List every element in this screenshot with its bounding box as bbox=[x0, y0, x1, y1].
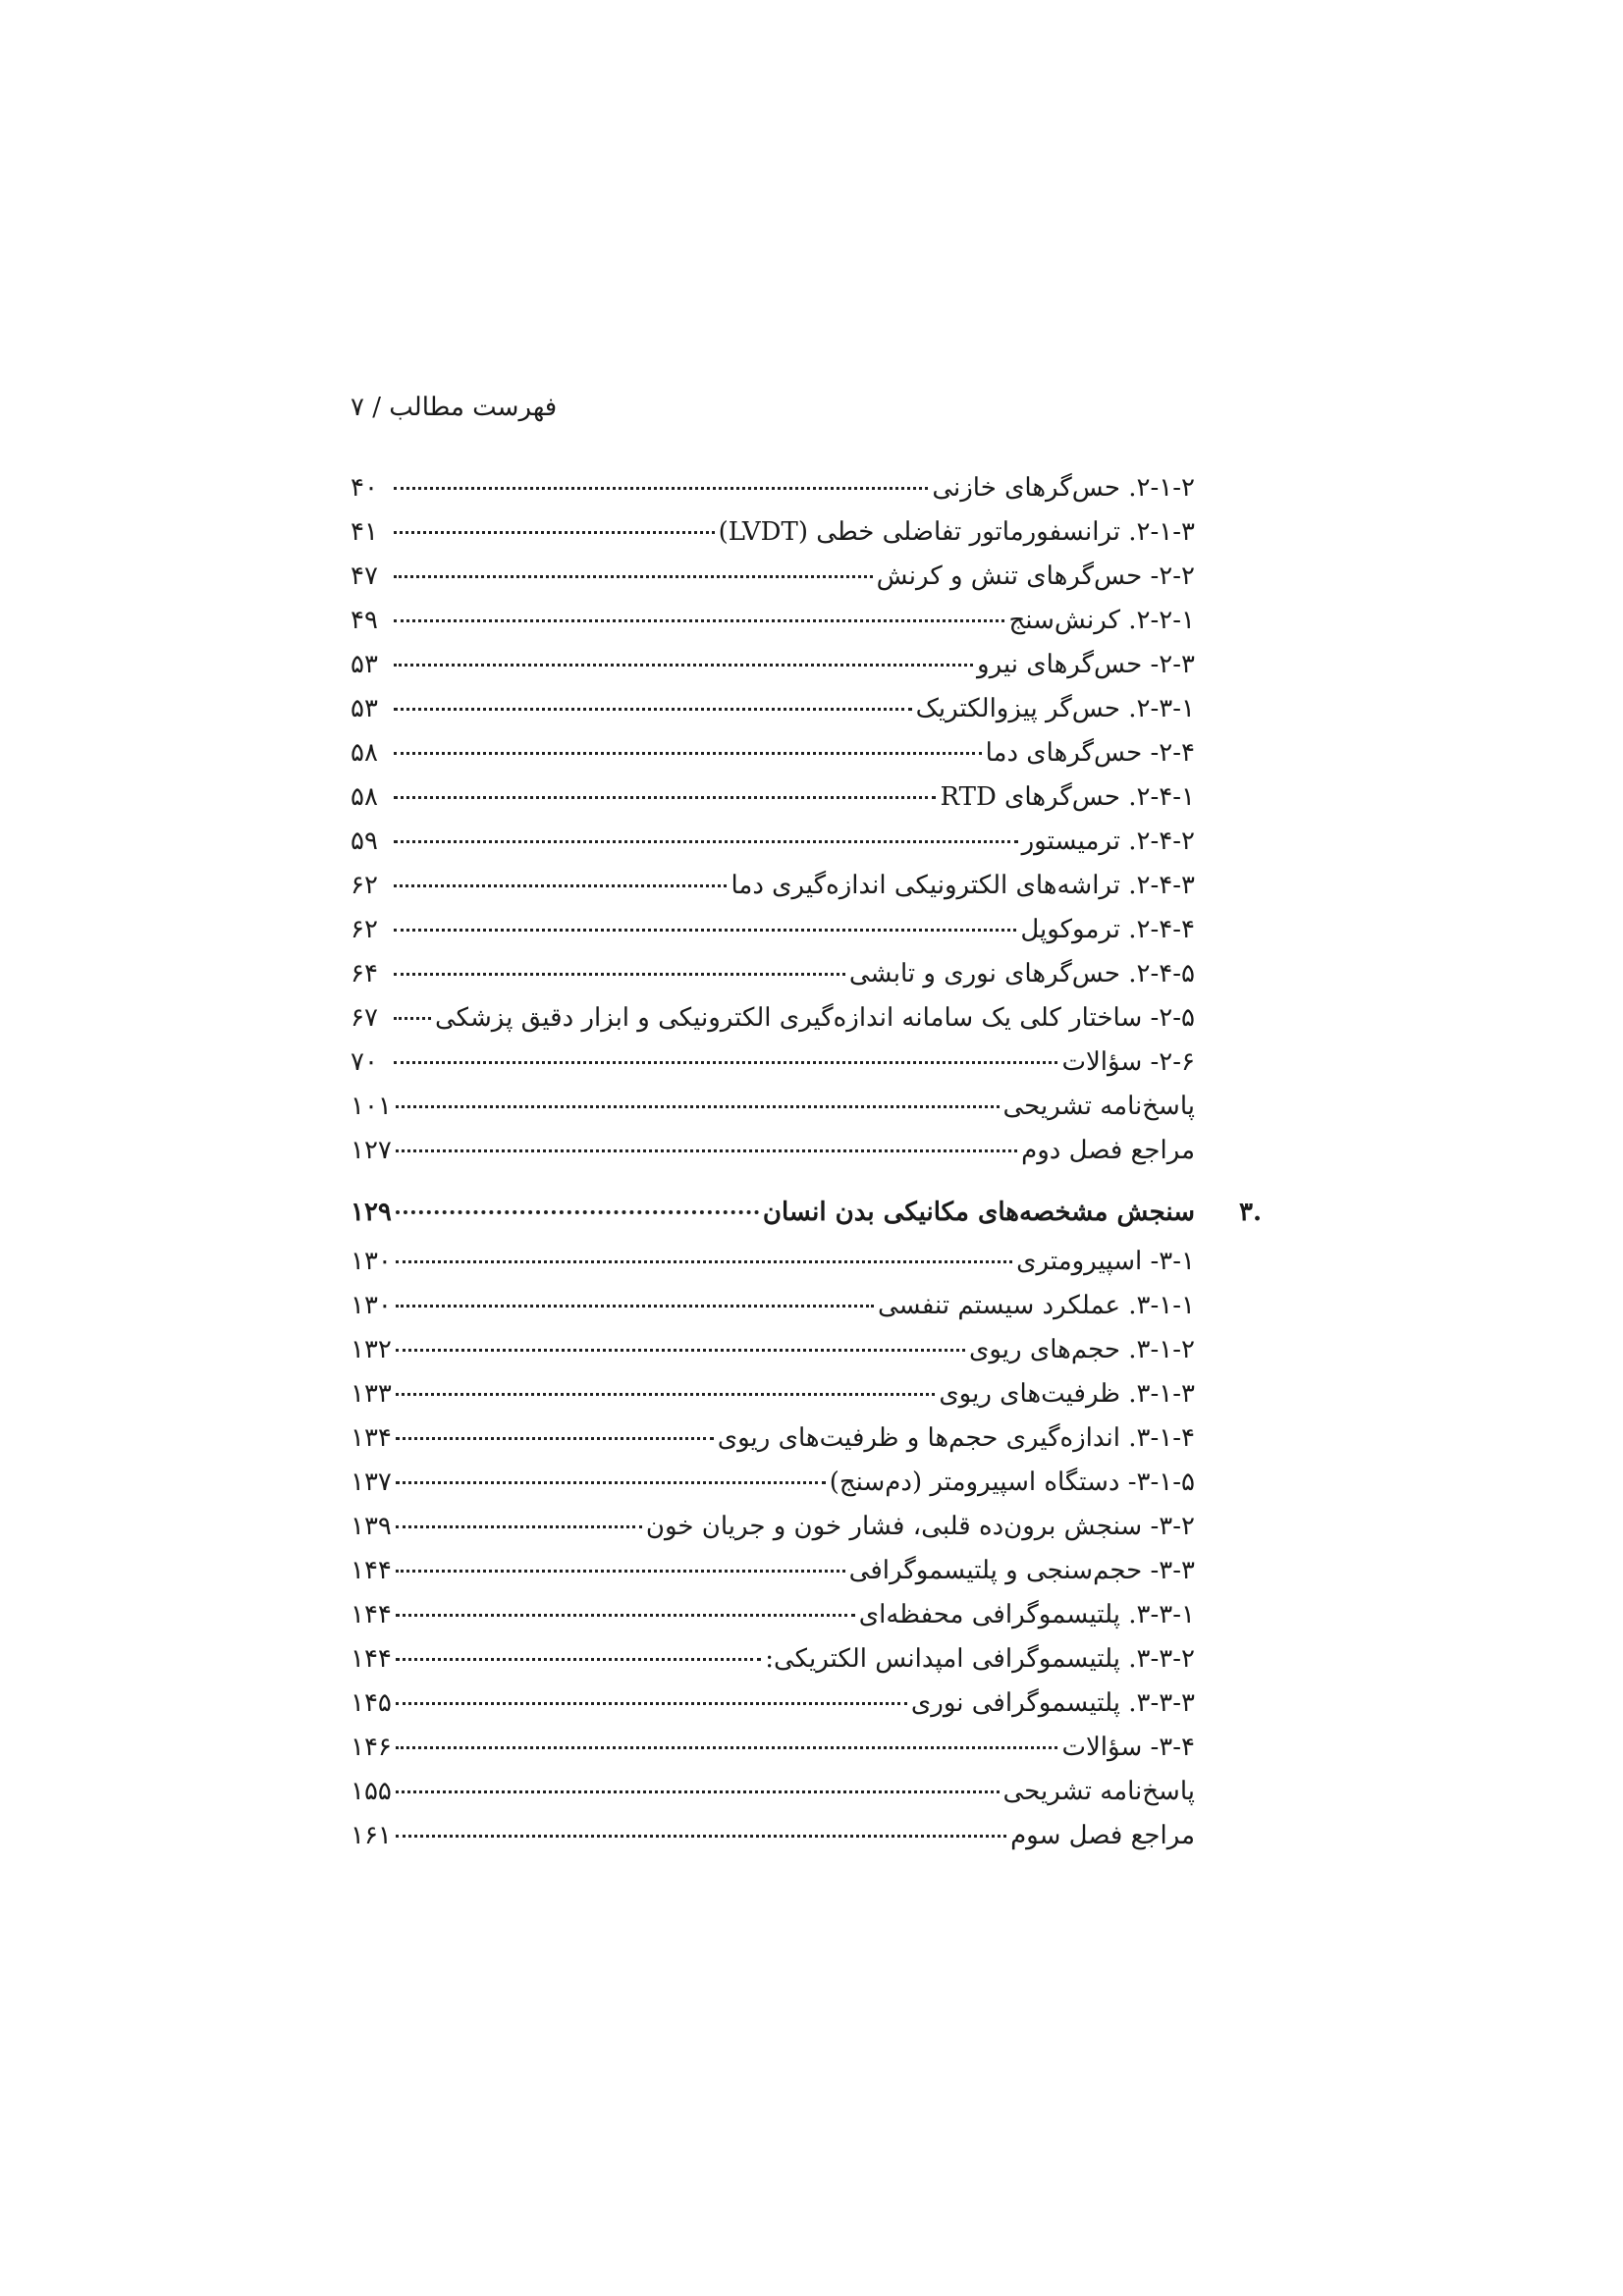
entry-title: ۲-۳-۱. حس‌گر پیزوالکتریک bbox=[915, 694, 1195, 723]
entry-title: ۳-۳-۱. پلتیسموگرافی محفظه‌ای bbox=[858, 1600, 1195, 1629]
entry-title: ۲-۲-۱. کرنش‌سنج bbox=[1008, 606, 1195, 635]
entry-title: مراجع فصل دوم bbox=[1021, 1136, 1195, 1165]
running-header: فهرست مطالب / ۷ bbox=[351, 393, 558, 422]
toc-entry bbox=[351, 650, 1195, 694]
toc-entry bbox=[351, 561, 1195, 606]
toc-entry bbox=[351, 1733, 1195, 1777]
page-number: ۴۱ bbox=[351, 517, 378, 547]
toc-entry bbox=[351, 915, 1195, 959]
dot-leader bbox=[396, 1149, 1017, 1152]
page-number: ۵۹ bbox=[351, 827, 378, 856]
toc-entry bbox=[351, 1644, 1195, 1688]
entry-title: ۳-۴- سؤالات bbox=[1061, 1733, 1195, 1762]
entry-title: ۲-۶- سؤالات bbox=[1061, 1047, 1195, 1077]
toc-entry bbox=[351, 1291, 1195, 1335]
dot-leader bbox=[394, 575, 873, 578]
entry-title: ۳-۱- اسپیرومتری bbox=[1016, 1247, 1195, 1276]
entry-title: ۳-۳-۳. پلتیسموگرافی نوری bbox=[910, 1688, 1195, 1718]
toc-entry bbox=[351, 517, 1195, 561]
dot-leader bbox=[394, 487, 928, 490]
dot-leader bbox=[394, 973, 845, 976]
entry-title: مراجع فصل سوم bbox=[1010, 1821, 1195, 1850]
dot-leader bbox=[396, 1260, 1012, 1263]
toc-entry bbox=[351, 959, 1195, 1003]
page-number: ۱۴۵ bbox=[351, 1688, 392, 1718]
entry-title: پاسخ‌نامه تشریحی bbox=[1002, 1777, 1195, 1806]
page-number: ۱۳۷ bbox=[351, 1468, 392, 1497]
toc-entry bbox=[351, 473, 1195, 517]
entry-title: ۳-۱-۳. ظرفیت‌های ریوی bbox=[939, 1379, 1195, 1409]
dot-leader bbox=[396, 1105, 1000, 1108]
dot-leader bbox=[394, 1017, 431, 1020]
entry-title: ۳-۱-۲. حجم‌های ریوی bbox=[969, 1335, 1195, 1364]
page-number: ۱۴۴ bbox=[351, 1644, 392, 1674]
page-number: ۱۳۹ bbox=[351, 1512, 392, 1541]
toc-entry bbox=[351, 1556, 1195, 1600]
dot-leader bbox=[394, 840, 1018, 843]
entry-title: ۲-۲- حس‌گرهای تنش و کرنش bbox=[876, 561, 1195, 591]
entry-title: ۳-۱-۵- دستگاه اسپیرومتر (دم‌سنج) bbox=[829, 1468, 1195, 1497]
entry-title: ۲-۴-۳. تراشه‌های الکترونیکی اندازه‌گیری دما bbox=[730, 871, 1195, 900]
toc-entry bbox=[351, 694, 1195, 738]
chapter-title: سنجش مشخصه‌های مکانیکی بدن انسان bbox=[762, 1198, 1195, 1227]
toc-entry bbox=[351, 871, 1195, 915]
page-number: ۱۴۴ bbox=[351, 1600, 392, 1629]
page-number: ۱۶۱ bbox=[351, 1821, 392, 1850]
toc-entry bbox=[351, 1136, 1195, 1180]
dot-leader bbox=[396, 1481, 826, 1484]
dot-leader bbox=[396, 1437, 714, 1440]
page-number: ۱۲۷ bbox=[351, 1136, 392, 1165]
page-number: ۱۲۹ bbox=[351, 1198, 392, 1227]
dot-leader bbox=[394, 929, 1016, 932]
dot-leader bbox=[396, 1570, 845, 1573]
toc-entry bbox=[351, 1047, 1195, 1092]
entry-title: ۲-۴-۲. ترمیستور bbox=[1021, 827, 1195, 856]
dot-leader bbox=[396, 1210, 759, 1214]
toc-entry bbox=[351, 1247, 1195, 1291]
dot-leader bbox=[396, 1790, 1000, 1793]
entry-title: ۳-۳-۲. پلتیسموگرافی امپدانس الکتریکی: bbox=[765, 1644, 1195, 1674]
toc-entry bbox=[351, 1600, 1195, 1644]
dot-leader bbox=[394, 619, 1004, 622]
page-number: ۱۳۴ bbox=[351, 1423, 392, 1453]
entry-title: ۳-۳- حجم‌سنجی و پلتیسموگرافی bbox=[848, 1556, 1195, 1585]
toc-entry bbox=[351, 1423, 1195, 1468]
page-number: ۱۴۴ bbox=[351, 1556, 392, 1585]
entry-title: پاسخ‌نامه تشریحی bbox=[1002, 1092, 1195, 1121]
entry-title: ۳-۱-۴. اندازه‌گیری حجم‌ها و ظرفیت‌های ریوی bbox=[717, 1423, 1195, 1453]
dot-leader bbox=[394, 796, 936, 799]
entry-title: ۲-۱-۳. ترانسفورماتور تفاضلی خطی (LVDT) bbox=[718, 517, 1195, 547]
dot-leader bbox=[394, 884, 727, 887]
page-number: ۶۷ bbox=[351, 1003, 378, 1033]
dot-leader bbox=[396, 1614, 855, 1617]
entry-title: ۲-۴-۴. ترموکوپل bbox=[1020, 915, 1195, 944]
toc-entry bbox=[351, 1379, 1195, 1423]
dot-leader bbox=[394, 708, 912, 711]
page-number: ۵۸ bbox=[351, 782, 378, 812]
page-number: ۶۲ bbox=[351, 915, 378, 944]
page-number: ۶۲ bbox=[351, 871, 378, 900]
entry-title: ۲-۴-۵. حس‌گرهای نوری و تابشی bbox=[848, 959, 1195, 988]
dot-leader bbox=[396, 1746, 1058, 1749]
dot-leader bbox=[396, 1349, 965, 1352]
toc-entry bbox=[351, 827, 1195, 871]
toc-chapter-heading bbox=[351, 1198, 1263, 1247]
toc-entry bbox=[351, 606, 1195, 650]
toc-entry bbox=[351, 1688, 1195, 1733]
dot-leader bbox=[396, 1702, 907, 1705]
entry-title: ۲-۱-۲. حس‌گرهای خازنی bbox=[932, 473, 1195, 503]
dot-leader bbox=[396, 1835, 1006, 1838]
dot-leader bbox=[394, 531, 715, 534]
toc-entry bbox=[351, 782, 1195, 827]
page-number: ۱۴۶ bbox=[351, 1733, 392, 1762]
entry-title: ۲-۴-۱. حس‌گرهای RTD bbox=[940, 782, 1195, 812]
toc-entry bbox=[351, 1512, 1195, 1556]
dot-leader bbox=[394, 664, 973, 667]
page-number: ۱۳۰ bbox=[351, 1247, 392, 1276]
page-number: ۵۳ bbox=[351, 694, 378, 723]
page-number: ۱۳۰ bbox=[351, 1291, 392, 1320]
page-number: ۱۰۱ bbox=[351, 1092, 392, 1121]
dot-leader bbox=[394, 1061, 1057, 1064]
dot-leader bbox=[394, 752, 982, 755]
page-number: ۱۳۲ bbox=[351, 1335, 392, 1364]
entry-title: ۳-۲- سنجش برون‌ده قلبی، فشار خون و جریان خون bbox=[645, 1512, 1195, 1541]
page-number: ۴۰ bbox=[351, 473, 378, 503]
page-number: ۱۵۵ bbox=[351, 1777, 392, 1806]
entry-title: ۳-۱-۱. عملکرد سیستم تنفسی bbox=[877, 1291, 1195, 1320]
chapter-number: ۳. bbox=[1239, 1198, 1263, 1227]
page-number: ۵۸ bbox=[351, 738, 378, 768]
page-number: ۷۰ bbox=[351, 1047, 378, 1077]
dot-leader bbox=[396, 1393, 935, 1396]
toc-entry bbox=[351, 1777, 1195, 1821]
entry-title: ۲-۵- ساختار کلی یک سامانه اندازه‌گیری الکترونیکی و ابزار دقیق پزشکی bbox=[434, 1003, 1195, 1033]
toc-entry bbox=[351, 1821, 1195, 1865]
dot-leader bbox=[396, 1658, 761, 1661]
dot-leader bbox=[396, 1525, 642, 1528]
toc-entry bbox=[351, 1092, 1195, 1136]
page-number: ۴۹ bbox=[351, 606, 378, 635]
dot-leader bbox=[396, 1305, 874, 1308]
page-number: ۱۳۳ bbox=[351, 1379, 392, 1409]
entry-title: ۲-۳- حس‌گرهای نیرو bbox=[977, 650, 1195, 679]
entry-title: ۲-۴- حس‌گرهای دما bbox=[985, 738, 1195, 768]
page-number: ۴۷ bbox=[351, 561, 378, 591]
toc-entry bbox=[351, 1003, 1195, 1047]
page-number: ۵۳ bbox=[351, 650, 378, 679]
toc-entry bbox=[351, 738, 1195, 782]
table-of-contents bbox=[351, 473, 1263, 1865]
toc-entry bbox=[351, 1335, 1195, 1379]
page-number: ۶۴ bbox=[351, 959, 378, 988]
toc-entry bbox=[351, 1468, 1195, 1512]
